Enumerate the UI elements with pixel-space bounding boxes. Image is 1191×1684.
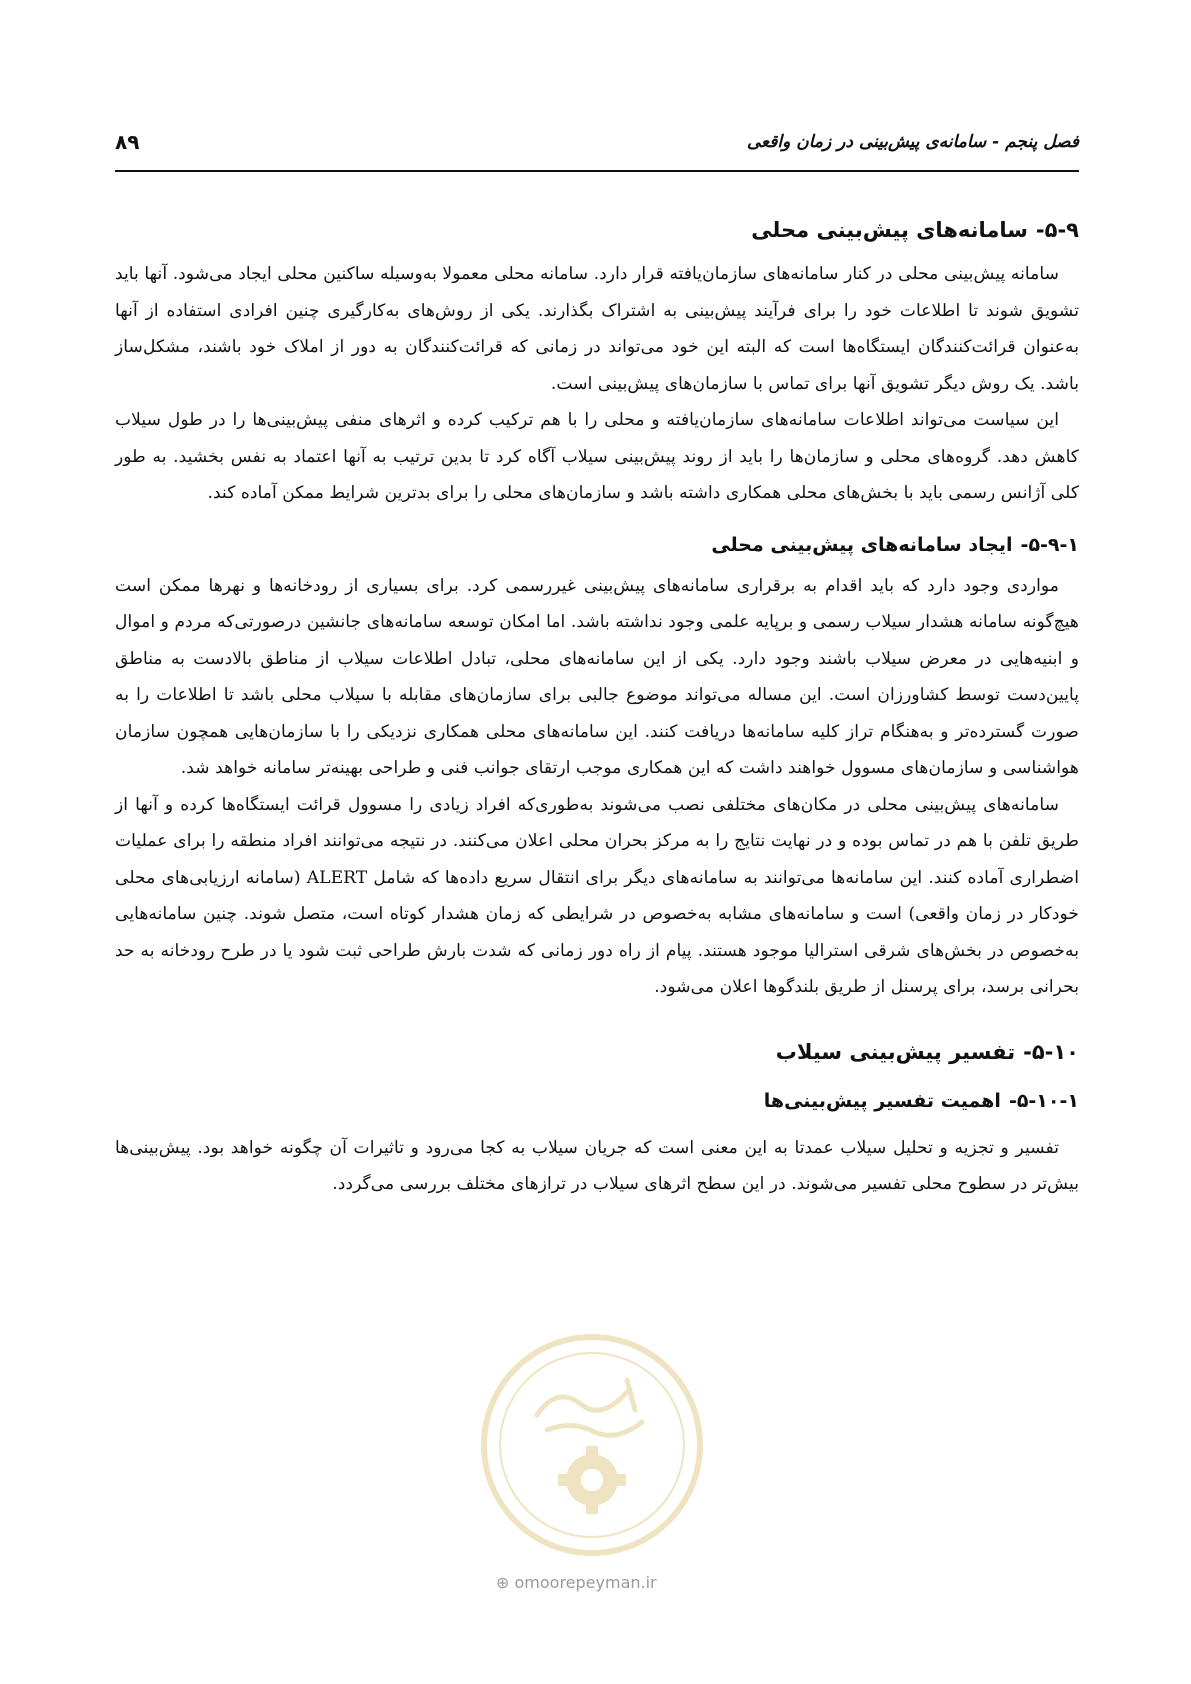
section-title: سامانه‌های پیش‌بینی محلی (751, 218, 1028, 242)
paragraph: سامانه‌های پیش‌بینی محلی در مکان‌های مختلفی نصب می‌شوند به‌طوری‌که افراد زیادی را مسوول قرائت ایستگاه‌ها کرده و آنها از طریق تلفن با هم در تماس بوده و در نهایت نتایج را به مرکز بحران محلی اعلان می‌کنند. در نتیجه می‌توانند افراد منطقه را برای عملیات اضطراری آماده کنند. این سامانه‌ها می‌توانند به سامانه‌های دیگر برای انتقال سریع داده‌ها که شامل ALERT (سامانه ارزیابی‌های محلی خودکار در زمان واقعی) است و سامانه‌های مشابه به‌خصوص در شرایطی که زمان هشدار کوتاه است، متصل شوند. چنین سامانه‌هایی به‌خصوص در بخش‌های شرقی استرالیا موجود هستند. پیام از راه دور زمانی که شدت بارش طراحی ثبت شود یا در طرح رودخانه به حد بحرانی برسد، برای پرسنل از طریق بلندگوها اعلان می‌شود. (115, 794, 1079, 997)
section-title: تفسیر پیش‌بینی سیلاب (775, 1039, 1016, 1064)
page-number: ۸۹ (115, 130, 140, 154)
section-number: ۵-۹- (1035, 218, 1079, 242)
page-header (115, 118, 1079, 172)
paragraph: این سیاست می‌تواند اطلاعات سامانه‌های سازمان‌یافته و محلی را با هم ترکیب کرده و اثرهای منفی پیش‌بینی‌ها را در طول سیلاب کاهش دهد. گروه‌های محلی و سازمان‌ها را باید از روند پیش‌بینی سیلاب آگاه کرد تا بدین ترتیب به آنها اعتماد به نفس بخشید. به طور کلی آژانس رسمی باید با بخش‌های محلی همکاری داشته باشد و سازمان‌های محلی را برای بدترین شرایط ممکن آماده کند. (115, 410, 1079, 503)
globe-icon: ⊕ (496, 1573, 510, 1592)
section-heading-5-10 (115, 1040, 1079, 1064)
section-heading-5-9 (115, 218, 1079, 242)
watermark-site-text: omoorepeyman.ir (514, 1573, 657, 1592)
logo-calligraphy (537, 1380, 642, 1435)
watermark-logo (477, 1330, 707, 1560)
section-title: اهمیت تفسیر پیش‌بینی‌ها (763, 1089, 1001, 1112)
paragraph: سامانه پیش‌بینی محلی در کنار سامانه‌های سازمان‌یافته قرار دارد. سامانه محلی معمولا به‌وسیله ساکنین محلی ایجاد می‌شود. آنها باید تشویق شوند تا اطلاعات خود را برای فرآیند پیش‌بینی به اشتراک بگذارند. یکی از روش‌های به‌کارگیری چنین افرادی استفاده از آنها به‌عنوان قرائت‌کنندگان ایستگاه‌ها است که البته این خود می‌تواند در زمانی که قرائت‌کنندگان به دور از املاک خود باشند، مشکل‌ساز باشد. یک روش دیگر تشویق آنها برای تماس با سازمان‌های پیش‌بینی است. (115, 264, 1079, 394)
section-title: ایجاد سامانه‌های پیش‌بینی محلی (711, 533, 1013, 556)
section-number: ۵-۱۰- (1023, 1039, 1079, 1064)
page-content (115, 188, 1079, 1203)
paragraph: تفسیر و تجزیه و تحلیل سیلاب عمدتا به این معنی است که جریان سیلاب به کجا می‌رود و تاثیرات آن چگونه خواهد بود. پیش‌بینی‌ها بیش‌تر در سطوح محلی تفسیر می‌شوند. در این سطح اثرهای سیلاب در ترازهای مختلف بررسی می‌گردد. (115, 1137, 1079, 1194)
running-title: فصل پنجم - سامانه‌ی پیش‌بینی در زمان واقعی (746, 132, 1079, 152)
section-heading-5-9-1 (115, 534, 1079, 556)
section-number: ۵-۱۰-۱- (1008, 1089, 1079, 1112)
watermark-website (496, 1573, 657, 1592)
section-heading-5-10-1 (115, 1090, 1079, 1112)
gear-icon (558, 1446, 626, 1514)
section-number: ۵-۹-۱- (1020, 533, 1079, 556)
paragraph: مواردی وجود دارد که باید اقدام به برقراری سامانه‌های پیش‌بینی غیررسمی کرد. برای بسیاری از رودخانه‌ها و نهرها ممکن است هیچ‌گونه سامانه هشدار سیلاب رسمی و برپایه علمی وجود نداشته باشد. اما امکان توسعه سامانه‌های جانشین درصورتی‌که مردم و اموال و ابنیه‌هایی در معرض سیلاب باشند وجود دارد. یکی از این سامانه‌های محلی، تبادل اطلاعات سیلاب از مناطق بالادست به مناطق پایین‌دست توسط کشاورزان است. این مساله می‌تواند موضوع جالبی برای سازمان‌های مقابله با سیلاب محلی باشد تا اطلاعات را به صورت گسترده‌تر و به‌هنگام تراز کلیه سامانه‌ها دریافت کنند. این سامانه‌های محلی همکاری نزدیکی را با سازمان‌هایی همچون سازمان هواشناسی و سازمان‌های مسوول خواهند داشت که این همکاری موجب ارتقای جوانب فنی و طراحی بهینه‌تر سامانه خواهد شد. (115, 575, 1079, 778)
